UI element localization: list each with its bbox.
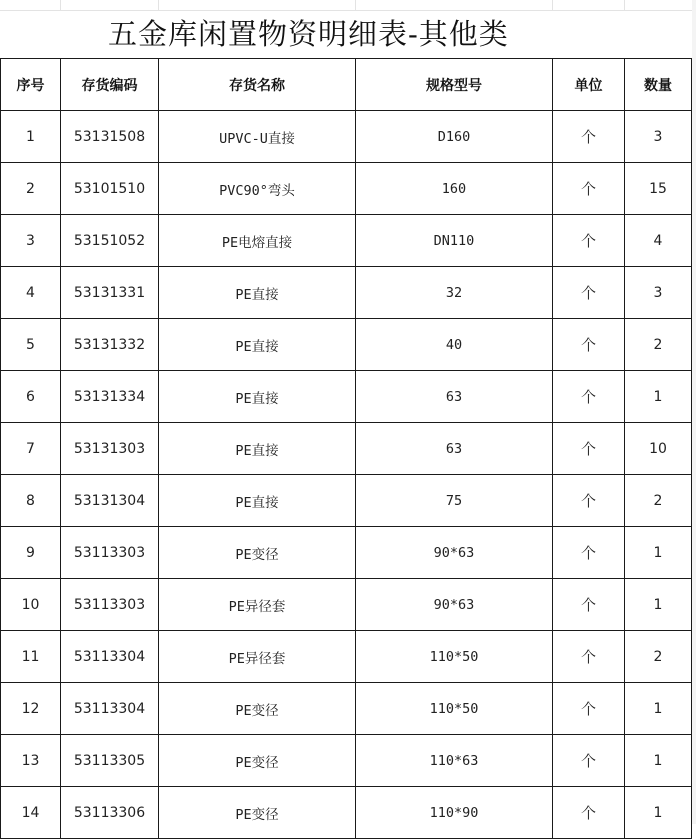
cell-qty[interactable]: 2: [625, 631, 692, 683]
table-row: [1, 631, 692, 683]
cell-qty[interactable]: 2: [625, 319, 692, 371]
cell-code[interactable]: 53113304: [61, 683, 159, 735]
cell-name[interactable]: PE异径套: [159, 631, 356, 683]
cell-seq[interactable]: 2: [1, 163, 61, 215]
cell-qty[interactable]: 15: [625, 163, 692, 215]
table-row: [1, 579, 692, 631]
cell-qty[interactable]: 1: [625, 735, 692, 787]
cell-name[interactable]: PE直接: [159, 371, 356, 423]
cell-code[interactable]: 53131508: [61, 111, 159, 163]
cell-code[interactable]: 53113306: [61, 787, 159, 839]
gridline: [60, 0, 61, 10]
header-row: [1, 59, 692, 111]
gridline: [158, 0, 159, 10]
cell-qty[interactable]: 4: [625, 215, 692, 267]
cell-qty[interactable]: 1: [625, 371, 692, 423]
header-spec[interactable]: 规格型号: [356, 59, 553, 111]
cell-unit[interactable]: 个: [553, 527, 625, 579]
cell-unit[interactable]: 个: [553, 319, 625, 371]
cell-unit[interactable]: 个: [553, 787, 625, 839]
cell-code[interactable]: 53113303: [61, 579, 159, 631]
cell-qty[interactable]: 1: [625, 579, 692, 631]
cell-qty[interactable]: 1: [625, 527, 692, 579]
cell-spec[interactable]: 110*50: [356, 631, 553, 683]
cell-unit[interactable]: 个: [553, 579, 625, 631]
cell-name[interactable]: PE直接: [159, 267, 356, 319]
gridline: [624, 0, 625, 10]
cell-spec[interactable]: 110*50: [356, 683, 553, 735]
header-code[interactable]: 存货编码: [61, 59, 159, 111]
cell-code[interactable]: 53131334: [61, 371, 159, 423]
cell-unit[interactable]: 个: [553, 111, 625, 163]
cell-seq[interactable]: 7: [1, 423, 61, 475]
header-unit[interactable]: 单位: [553, 59, 625, 111]
cell-name[interactable]: PVC90°弯头: [159, 163, 356, 215]
cell-unit[interactable]: 个: [553, 267, 625, 319]
table-row: [1, 267, 692, 319]
header-name[interactable]: 存货名称: [159, 59, 356, 111]
table-row: [1, 111, 692, 163]
cell-name[interactable]: PE直接: [159, 319, 356, 371]
cell-name[interactable]: PE变径: [159, 683, 356, 735]
cell-code[interactable]: 53113305: [61, 735, 159, 787]
cell-spec[interactable]: DN110: [356, 215, 553, 267]
cell-unit[interactable]: 个: [553, 631, 625, 683]
cell-spec[interactable]: 32: [356, 267, 553, 319]
title-row[interactable]: [0, 10, 692, 58]
cell-qty[interactable]: 2: [625, 475, 692, 527]
cell-spec[interactable]: 63: [356, 371, 553, 423]
cell-code[interactable]: 53131304: [61, 475, 159, 527]
cell-seq[interactable]: 6: [1, 371, 61, 423]
cell-name[interactable]: PE变径: [159, 787, 356, 839]
cell-seq[interactable]: 10: [1, 579, 61, 631]
cell-spec[interactable]: 110*90: [356, 787, 553, 839]
cell-unit[interactable]: 个: [553, 735, 625, 787]
cell-spec[interactable]: 40: [356, 319, 553, 371]
table-row: [1, 527, 692, 579]
table-row: [1, 787, 692, 839]
cell-spec[interactable]: 75: [356, 475, 553, 527]
header-qty[interactable]: 数量: [625, 59, 692, 111]
sheet-title: 五金库闲置物资明细表-其他类: [108, 17, 509, 51]
inventory-table: [0, 58, 692, 839]
cell-code[interactable]: 53113304: [61, 631, 159, 683]
cell-name[interactable]: UPVC-U直接: [159, 111, 356, 163]
cell-name[interactable]: PE电熔直接: [159, 215, 356, 267]
cell-qty[interactable]: 3: [625, 267, 692, 319]
cell-unit[interactable]: 个: [553, 163, 625, 215]
cell-seq[interactable]: 11: [1, 631, 61, 683]
cell-code[interactable]: 53113303: [61, 527, 159, 579]
table-body: [1, 111, 692, 839]
cell-code[interactable]: 53131332: [61, 319, 159, 371]
cell-name[interactable]: PE变径: [159, 735, 356, 787]
cell-code[interactable]: 53151052: [61, 215, 159, 267]
cell-unit[interactable]: 个: [553, 423, 625, 475]
cell-seq[interactable]: 8: [1, 475, 61, 527]
cell-name[interactable]: PE直接: [159, 475, 356, 527]
table-row: [1, 423, 692, 475]
cell-spec[interactable]: 90*63: [356, 527, 553, 579]
header-seq[interactable]: 序号: [1, 59, 61, 111]
cell-name[interactable]: PE变径: [159, 527, 356, 579]
cell-seq[interactable]: 4: [1, 267, 61, 319]
gridline: [552, 0, 553, 10]
cell-seq[interactable]: 12: [1, 683, 61, 735]
table-row: [1, 371, 692, 423]
cell-unit[interactable]: 个: [553, 371, 625, 423]
cell-name[interactable]: PE直接: [159, 423, 356, 475]
cell-spec[interactable]: 110*63: [356, 735, 553, 787]
cell-seq[interactable]: 5: [1, 319, 61, 371]
cell-qty[interactable]: 1: [625, 683, 692, 735]
cell-seq[interactable]: 1: [1, 111, 61, 163]
cell-qty[interactable]: 10: [625, 423, 692, 475]
table-row: [1, 475, 692, 527]
cell-seq[interactable]: 14: [1, 787, 61, 839]
cell-code[interactable]: 53101510: [61, 163, 159, 215]
table-row: [1, 163, 692, 215]
table-row: [1, 683, 692, 735]
cell-code[interactable]: 53131303: [61, 423, 159, 475]
cell-name[interactable]: PE异径套: [159, 579, 356, 631]
cell-spec[interactable]: 160: [356, 163, 553, 215]
cell-qty[interactable]: 1: [625, 787, 692, 839]
cell-spec[interactable]: D160: [356, 111, 553, 163]
table-row: [1, 215, 692, 267]
cell-code[interactable]: 53131331: [61, 267, 159, 319]
cell-spec[interactable]: 90*63: [356, 579, 553, 631]
cell-qty[interactable]: 3: [625, 111, 692, 163]
cell-seq[interactable]: 13: [1, 735, 61, 787]
gridline: [355, 0, 356, 10]
cell-spec[interactable]: 63: [356, 423, 553, 475]
cell-seq[interactable]: 3: [1, 215, 61, 267]
cell-unit[interactable]: 个: [553, 475, 625, 527]
cell-unit[interactable]: 个: [553, 215, 625, 267]
window-edge: [692, 0, 696, 824]
table-row: [1, 735, 692, 787]
table-row: [1, 319, 692, 371]
cell-seq[interactable]: 9: [1, 527, 61, 579]
cell-unit[interactable]: 个: [553, 683, 625, 735]
